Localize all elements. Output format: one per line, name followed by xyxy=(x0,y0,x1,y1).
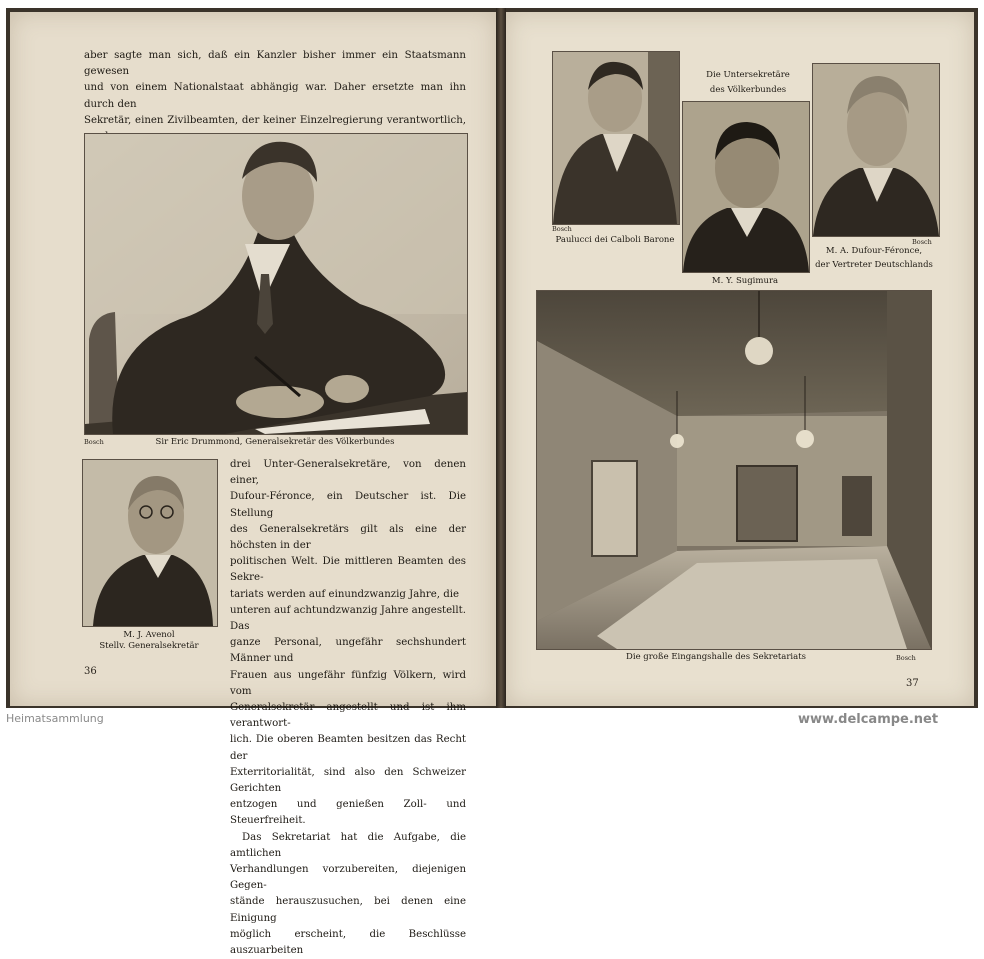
text-line: unteren auf achtundzwanzig Jahre angestellt. Das xyxy=(230,604,467,633)
avenol-caption-role: Stellv. Generalsekretär xyxy=(99,641,199,651)
paulucci-photo xyxy=(552,51,680,225)
text-line: stände herauszusuchen, bei denen eine Einigung xyxy=(230,896,466,924)
paulucci-portrait-image xyxy=(553,52,679,224)
text-line: aber sagte man sich, daß ein Kanzler bisher immer ein Staatsmann gewesen xyxy=(84,50,466,78)
text-line: und von einem Nationalstaat abhängig war. Daher ersetzte man ihn durch den xyxy=(84,82,466,110)
entrance-hall-photo xyxy=(536,290,932,650)
photo-credit: Bosch xyxy=(552,225,572,233)
left-column-text xyxy=(230,457,466,959)
sugimura-caption: M. Y. Sugimura xyxy=(711,276,779,286)
page-number-left: 36 xyxy=(84,666,97,677)
right-page xyxy=(506,12,974,706)
text-line: des Generalsekretärs gilt als eine der höchsten in der xyxy=(230,523,466,552)
text-line: drei Unter-Generalsekretäre, von denen einer, xyxy=(230,459,466,487)
watermark-right: www.delcampe.net xyxy=(798,712,939,727)
book-gutter xyxy=(496,8,506,708)
entrance-hall-image xyxy=(537,291,931,649)
avenol-photo xyxy=(82,459,218,627)
avenol-portrait-image xyxy=(83,460,217,626)
dufour-portrait-image xyxy=(813,64,939,236)
dufour-caption-line2: der Vertreter Deutschlands xyxy=(815,260,933,270)
text-line: Das Sekretariat hat die Aufgabe, die amtlichen xyxy=(230,831,466,859)
sugimura-photo xyxy=(682,101,810,273)
text-line: Exterritorialität, sind also den Schweizer Gerichten xyxy=(230,766,466,795)
watermark-left: Heimatsammlung xyxy=(6,712,104,725)
drummond-portrait-image xyxy=(85,134,467,434)
text-line: Verhandlungen vorzubereiten, diejenigen Gegen- xyxy=(230,864,466,892)
text-line: möglich erscheint, die Beschlüsse auszuarbeiten xyxy=(230,928,466,957)
paulucci-caption: Paulucci dei Calboli Barone xyxy=(555,235,675,245)
drummond-caption: Sir Eric Drummond, Generalsekretär des Völkerbundes xyxy=(155,437,395,447)
sugimura-portrait-image xyxy=(683,102,809,272)
text-line: Dufour-Féronce, ein Deutscher ist. Die Stellung xyxy=(230,491,466,519)
avenol-caption-name: M. J. Avenol xyxy=(123,630,175,640)
photo-credit: Bosch xyxy=(84,438,104,446)
photo-credit: Bosch xyxy=(912,238,932,246)
undersecretaries-heading-2: des Völkerbundes xyxy=(709,85,787,95)
drummond-photo xyxy=(84,133,468,435)
hall-caption: Die große Eingangshalle des Sekretariats xyxy=(626,652,806,662)
text-line: Sekretär, einen Zivilbeamten, der keiner Einzelregierung verantwortlich, xyxy=(84,114,466,126)
text-line: Frauen aus ungefähr fünfzig Völkern, wird vom xyxy=(230,669,466,697)
text-line: politischen Welt. Die mittleren Beamten des Sekre- xyxy=(230,556,466,584)
page-number-right: 37 xyxy=(906,678,919,689)
text-line: ganze Personal, ungefähr sechshundert Männer und xyxy=(230,637,466,665)
photo-credit: Bosch xyxy=(896,654,916,662)
dufour-photo xyxy=(812,63,940,237)
text-line: Generalsekretär angestellt und ist ihm verantwort- xyxy=(230,702,466,730)
text-line: entzogen und genießen Zoll- und Steuerfreiheit. xyxy=(230,799,466,827)
dufour-caption-line1: M. A. Dufour-Féronce, xyxy=(825,246,923,256)
text-line: tariats werden auf einundzwanzig Jahre, die xyxy=(230,588,460,600)
text-line: lich. Die oberen Beamten besitzen das Recht der xyxy=(230,734,466,762)
undersecretaries-heading-1: Die Untersekretäre xyxy=(706,70,790,80)
